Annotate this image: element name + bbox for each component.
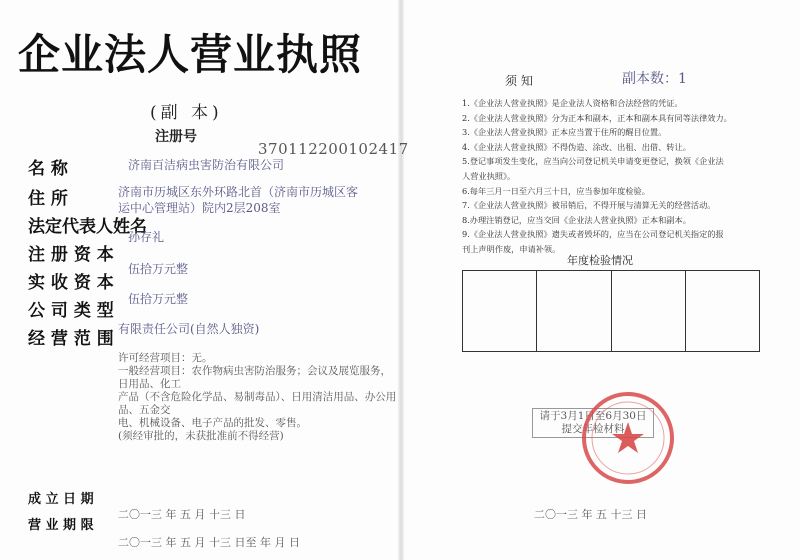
operating-period: 二〇一三 年 五 月 十三 日至 年 月 日 — [118, 536, 300, 549]
legal-rep-label: 法定代表人姓名 — [28, 217, 147, 237]
name-value: 济南百洁病虫害防治有限公司 — [128, 158, 285, 172]
registration-label: 注册号 — [155, 129, 197, 145]
notice-item: 4.《企业法人营业执照》不得伪造、涂改、出租、出借、转让。 — [462, 141, 691, 152]
reg-capital-label: 注 册 资 本 — [28, 245, 114, 265]
registration-number: 370112200102417 — [258, 140, 409, 158]
annual-inspection-title: 年度检验情况 — [567, 254, 633, 267]
company-type-value: 有限责任公司(自然人独资) — [118, 322, 260, 336]
page-fold — [398, 0, 404, 560]
notice-item: 6.每年三月一日至六月三十日，应当参加年度检验。 — [462, 185, 650, 196]
notice-item: 9.《企业法人营业执照》遗失或者毁坏的，应当在公司登记机关指定的报 — [462, 229, 724, 240]
annual-inspection-grid — [462, 270, 760, 352]
official-seal-icon — [578, 388, 678, 488]
address-value: 济南市历城区东外环路北首（济南市历城区客运中心管理站）院内2层208室 — [118, 185, 359, 215]
notice-item: 3.《企业法人营业执照》正本应当置于住所的醒目位置。 — [462, 127, 667, 138]
notice-list — [462, 96, 780, 257]
notice-item: 8.办理注销登记，应当交回《企业法人营业执照》正本和副本。 — [462, 214, 691, 225]
notice-item: 刊上声明作废，申请补领。 — [462, 243, 561, 254]
reg-capital-value: 伍拾万元整 — [128, 262, 189, 276]
period-label: 营 业 期 限 — [28, 518, 94, 533]
name-label: 名 称 — [28, 159, 68, 179]
address-label: 住 所 — [28, 189, 68, 209]
paid-capital-label: 实 收 资 本 — [28, 273, 114, 293]
company-type-label: 公 司 类 型 — [28, 301, 114, 321]
paid-capital-value: 伍拾万元整 — [128, 292, 189, 306]
legal-rep-value: 孙存礼 — [128, 230, 165, 244]
copy-subtitle: (副 本) — [150, 103, 223, 123]
business-scope — [118, 352, 398, 443]
scope-line: (须经审批的，未获批准前不得经营) — [118, 430, 284, 442]
issue-date: 二〇一三 年 五 十三 日 — [534, 508, 647, 521]
notice-item: 5.登记事项发生变化，应当向公司登记机关申请变更登记，换领《企业法 — [462, 156, 724, 167]
license-title: 企业法人营业执照 — [18, 30, 363, 79]
notice-item: 2.《企业法人营业执照》分为正本和副本，正本和副本具有同等法律效力。 — [462, 112, 732, 123]
notice-title: 须 知 — [505, 74, 533, 88]
scope-line: 许可经营项目：无。 — [118, 352, 213, 364]
scope-label: 经 营 范 围 — [28, 329, 114, 349]
copy-count: 副本数：1 — [622, 71, 687, 87]
inspection-cell — [612, 271, 686, 351]
scope-line: 电、机械设备、电子产品的批发、零售。 — [118, 417, 307, 429]
notice-item: 人营业执照》。 — [462, 170, 516, 181]
inspection-cell — [463, 271, 537, 351]
stamp-line: 请于3月1日至6月30日 — [539, 410, 647, 422]
established-date: 二〇一三 年 五 月 十三 日 — [118, 508, 246, 521]
inspection-cell — [537, 271, 611, 351]
scope-line: 一般经营项目：农作物病虫害防治服务；会议及展览服务，日用品、化工 — [118, 365, 391, 390]
stamp-line: 提交年检材料 — [561, 423, 625, 435]
notice-item: 1.《企业法人营业执照》是企业法人资格和合法经营的凭证。 — [462, 98, 683, 108]
established-label: 成 立 日 期 — [28, 492, 94, 507]
scope-line: 产品（不含危险化学品、易制毒品）、日用清洁用品、办公用品、五金交 — [118, 391, 397, 416]
notice-item: 7.《企业法人营业执照》被吊销后，不得开展与清算无关的经营活动。 — [462, 200, 716, 211]
inspection-cell — [686, 271, 759, 351]
